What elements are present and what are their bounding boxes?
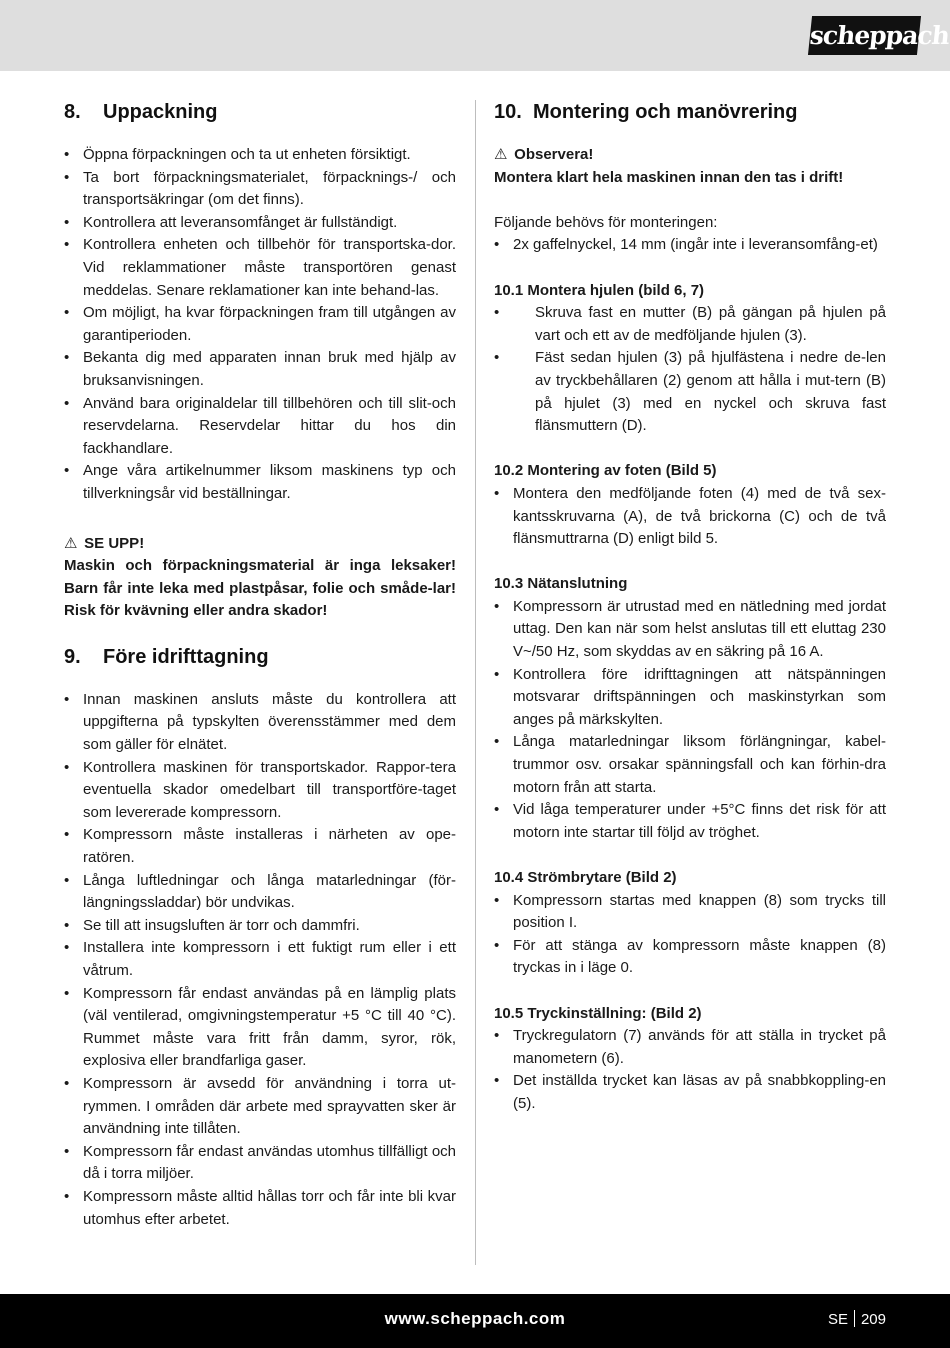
left-column xyxy=(64,100,456,1231)
separator xyxy=(854,1310,855,1327)
list-item: • Det inställda trycket kan läsas av på snabbkoppling-en (5). xyxy=(494,1070,886,1115)
section-10-5 xyxy=(494,1003,886,1116)
warning-title: SE UPP! xyxy=(84,534,145,552)
subsection-heading: 10.2 Montering av foten (Bild 5) xyxy=(494,462,717,480)
website-link[interactable]: www.scheppach.com xyxy=(384,1309,566,1328)
column-divider xyxy=(475,100,476,1265)
list-item: • Fäst sedan hjulen (3) på hjulfästena i nedre de-len av tryckbehållaren (2) genom att hålla i mut-tern (B) på hjulet (3) med en nyckel och skruva fast flänsmuttern (D). xyxy=(494,347,886,437)
list-item: • Ange våra artikelnummer liksom maskinens typ och tillverkningsår vid beställningar. xyxy=(64,460,456,505)
subsection-heading: 10.1 Montera hjulen (bild 6, 7) xyxy=(494,281,705,299)
observe-notice xyxy=(494,144,886,189)
page-header xyxy=(0,0,950,71)
list-item: • Kontrollera att leveransomfånget är fullständigt. xyxy=(64,212,456,235)
language-code: SE xyxy=(827,1311,848,1328)
scheppach-logo: scheppach xyxy=(808,16,921,55)
list-item: • Kompressorn är avsedd för användning i torra ut-rymmen. I områden där arbete med sprayvatten sker är användning inte tillåten. xyxy=(64,1073,456,1141)
page-number: 209 xyxy=(860,1311,886,1328)
warning-text: Maskin och förpackningsmaterial är inga leksaker! Barn får inte leka med plastpåsar, folie och småde-lar! Risk för kvävning eller andra skador! xyxy=(64,557,456,620)
section-title: Uppackning xyxy=(103,101,218,123)
list-item: • Bekanta dig med apparaten innan bruk med hjälp av bruksanvisningen. xyxy=(64,347,456,392)
list-item: • Innan maskinen ansluts måste du kontrollera att uppgifterna på typskylten överensstämmer med dem som gäller för elnätet. xyxy=(64,689,456,757)
list-item: • Montera den medföljande foten (4) med de två sex-kantsskruvarna (A), de två brickorna (C) och de två flänsmuttrarna (D) enligt bild 5. xyxy=(494,483,886,551)
section-10-1 xyxy=(494,280,886,438)
list-item: • Långa luftledningar och långa matarledningar (för-längningssladdar) bör undvikas. xyxy=(64,870,456,915)
subsection-heading: 10.5 Tryckinställning: (Bild 2) xyxy=(494,1004,702,1022)
page-indicator xyxy=(828,1310,886,1328)
list-item: • Kompressorn startas med knappen (8) som trycks till position I. xyxy=(494,890,886,935)
list-item: • Ta bort förpackningsmaterialet, förpacknings-/ och transportsäkringar (om det finns). xyxy=(64,167,456,212)
section-10-4 xyxy=(494,867,886,980)
observe-text: Montera klart hela maskinen innan den tas i drift! xyxy=(494,168,844,186)
section-title: Före idrifttagning xyxy=(103,645,269,668)
section-number: 9. xyxy=(64,645,81,668)
list-item: • Tryckregulatorn (7) används för att ställa in trycket på manometern (6). xyxy=(494,1025,886,1070)
warning-notice xyxy=(64,533,456,623)
list-item: • Använd bara originaldelar till tillbehören och till slit-och reservdelarna. Reservdelar hittar du hos din fackhandlare. xyxy=(64,393,456,461)
needed-list xyxy=(494,234,886,257)
section-number: 10. xyxy=(494,101,522,123)
section-uppackning xyxy=(64,100,456,623)
list-item: • Kontrollera enheten och tillbehör för transportska-dor. Vid reklammationer måste transportören genast meddelas. Senare reklamationer kan inte behand-las. xyxy=(64,234,456,302)
list-item: • Se till att insugsluften är torr och dammfri. xyxy=(64,915,456,938)
observe-title-line xyxy=(494,144,886,167)
list-item: • Vid låga temperaturer under +5°C finns det risk för att motorn inte startar till följd av tröghet. xyxy=(494,799,886,844)
unpacking-list xyxy=(64,144,456,506)
list-item: • Öppna förpackningen och ta ut enheten försiktigt. xyxy=(64,144,456,167)
list-item: • 2x gaffelnyckel, 14 mm (ingår inte i leveransomfång-et) xyxy=(494,234,886,257)
subsection-heading: 10.3 Nätanslutning xyxy=(494,575,628,593)
needed-intro: Följande behövs för monteringen: xyxy=(494,213,718,231)
section-title: Montering och manövrering xyxy=(533,101,798,123)
list-item: • Kompressorn måste installeras i närheten av ope-ratören. xyxy=(64,824,456,869)
before-operation-list xyxy=(64,689,456,1231)
observe-title: Observera! xyxy=(514,146,594,163)
foot-list xyxy=(494,483,886,551)
mains-list xyxy=(494,596,886,845)
warning-triangle-icon: ⚠ xyxy=(494,146,508,163)
warning-title-line xyxy=(64,533,456,556)
section-number: 8. xyxy=(64,101,81,123)
wheels-list xyxy=(494,302,886,438)
list-item: • Kompressorn måste alltid hållas torr och får inte bli kvar utomhus efter arbetet. xyxy=(64,1186,456,1231)
list-item: • Kompressorn får endast användas på en lämplig plats (väl ventilerad, omgivningstemperatur +5 °C till 40 °C). Rummet måste vara fritt från damm, syror, rök, explosiva eller brandfarliga gaser. xyxy=(64,983,456,1073)
list-item: • Kompressorn får endast användas utomhus tillfälligt och då i torra miljöer. xyxy=(64,1141,456,1186)
section-8-heading xyxy=(64,100,456,124)
section-10-2 xyxy=(494,460,886,550)
list-item: • Installera inte kompressorn i ett fuktigt rum eller i ett våtrum. xyxy=(64,937,456,982)
subsection-heading: 10.4 Strömbrytare (Bild 2) xyxy=(494,869,677,886)
list-item: • För att stänga av kompressorn måste knappen (8) tryckas in i läge 0. xyxy=(494,935,886,980)
section-10-3 xyxy=(494,573,886,844)
switch-list xyxy=(494,890,886,980)
right-column xyxy=(494,100,886,1116)
warning-triangle-icon: ⚠ xyxy=(64,534,78,552)
pressure-list xyxy=(494,1025,886,1115)
list-item: • Om möjligt, ha kvar förpackningen fram till utgången av garantiperioden. xyxy=(64,302,456,347)
section-fore-idrifttagning xyxy=(64,645,456,1231)
list-item: • Skruva fast en mutter (B) på gängan på hjulen på vart och ett av de medföljande hjulen (3). xyxy=(494,302,886,347)
section-9-heading xyxy=(64,645,456,669)
section-montering xyxy=(494,100,886,257)
list-item: • Kompressorn är utrustad med en nätledning med jordat uttag. Den kan när som helst anslutas till ett eluttag 230 V~/50 Hz, som skyddas av en säkring på 16 A. xyxy=(494,596,886,664)
section-10-heading xyxy=(494,100,886,124)
list-item: • Kontrollera maskinen för transportskador. Rappor-tera eventuella skador omedelbart till transportföre-taget som levererade kompressorn. xyxy=(64,757,456,825)
list-item: • Långa matarledningar liksom förlängningar, kabel-trummor osv. orsakar spänningsfall och kan förhin-dra motorn från att starta. xyxy=(494,731,886,799)
list-item: • Kontrollera före idrifttagningen att nätspänningen motsvarar driftspänningen och maskinstyrkan som anges på märkskylten. xyxy=(494,664,886,732)
page-footer xyxy=(0,1294,950,1348)
